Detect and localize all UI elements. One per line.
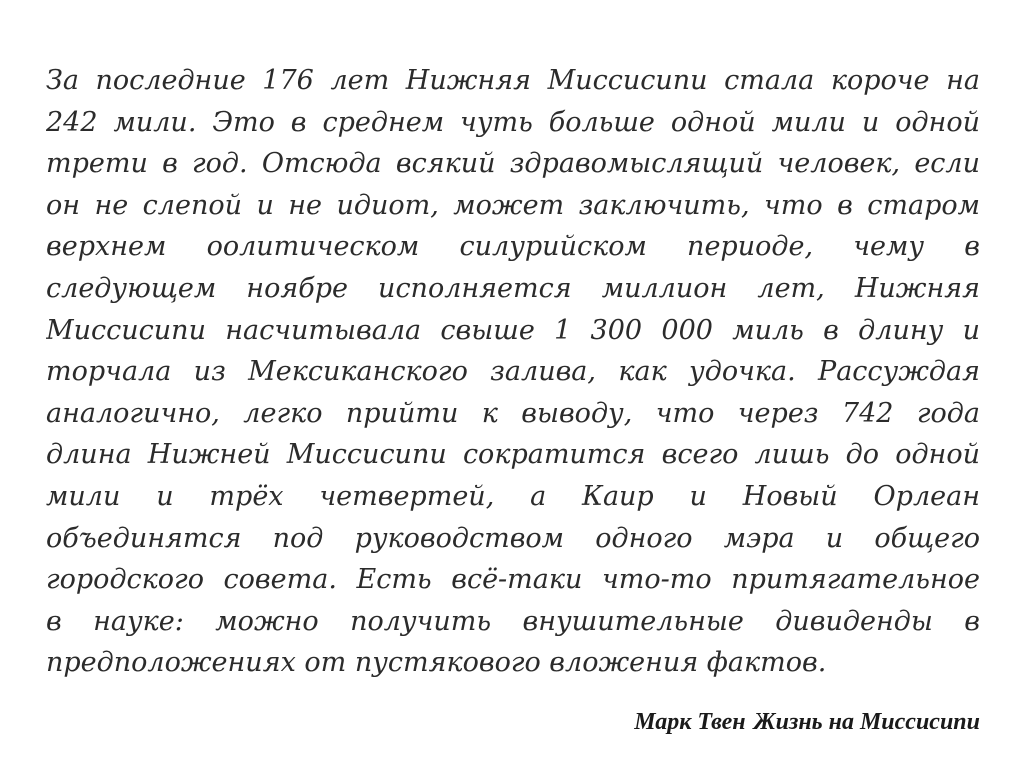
quote-line: в науке: можно получить внушительные дивиденды в (46, 605, 980, 637)
quote-line: следующем ноябре исполняется миллион лет, Нижняя (46, 272, 980, 304)
quote-line: длина Нижней Миссисипи сократится всего лишь до одной (46, 439, 980, 471)
book-title: Жизнь на Миссисипи (753, 709, 980, 735)
author-name: Марк Твен (634, 709, 746, 735)
quote-line: Миссисипи насчитывала свыше 1 300 000 миль в длину и (46, 314, 980, 346)
quote-line: объединятся под руководством одного мэра и общего (46, 522, 980, 554)
quote-line: городского совета. Есть всё-таки что-то притягательное (46, 564, 980, 596)
quote-line: он не слепой и не идиот, может заключить, что в старом (46, 189, 980, 221)
quote-line: За последние 176 лет Нижняя Миссисипи стала короче на (46, 65, 980, 96)
attribution (634, 707, 980, 737)
quote-line: предположениях от пустякового вложения фактов. (46, 647, 827, 679)
quote-line: 242 мили. Это в среднем чуть больше одной мили и одной (46, 106, 980, 138)
quote-line: торчала из Мексиканского залива, как удочка. Рассуждая (46, 356, 980, 388)
quote-line: трети в год. Отсюда всякий здравомыслящий человек, если (46, 148, 980, 180)
quote-paragraph (46, 60, 980, 684)
quote-line: верхнем оолитическом силурийском периоде, чему в (46, 231, 980, 263)
quote-line: аналогично, легко прийти к выводу, что через 742 года (46, 397, 980, 429)
quote-line: мили и трёх четвертей, а Каир и Новый Орлеан (46, 480, 980, 512)
